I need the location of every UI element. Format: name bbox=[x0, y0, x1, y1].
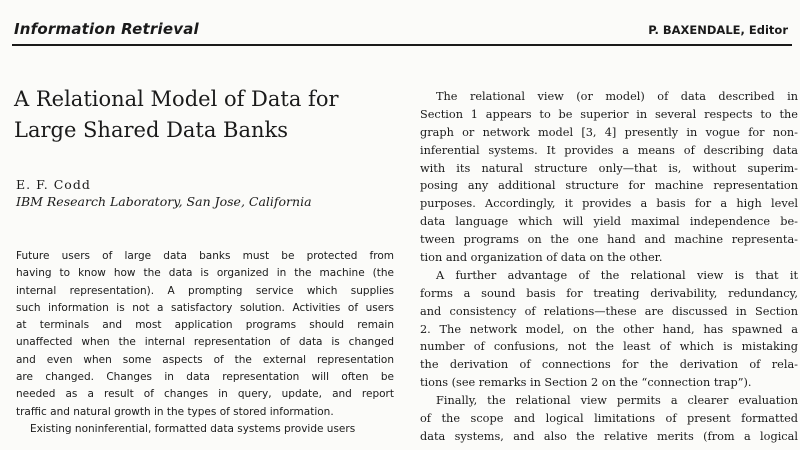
body-line: the derivation of connections for the derivation of rela- bbox=[420, 358, 798, 372]
section-heading: Information Retrieval bbox=[14, 20, 199, 38]
body-line: data language which will yield maximal independence be- bbox=[420, 215, 798, 229]
body-line: of the scope and logical limitations of present formatted bbox=[420, 412, 798, 426]
abstract-line: unaffected when the internal representation of data is changed bbox=[16, 336, 394, 349]
abstract-line: such information is not a satisfactory solution. Activities of users bbox=[16, 301, 394, 314]
abstract-line: needed as a result of changes in query, update, and report bbox=[16, 388, 394, 401]
body-line: Finally, the relational view permits a clearer evaluation bbox=[436, 394, 798, 408]
body-line: with its natural structure only—that is, without superim- bbox=[420, 161, 798, 175]
author-name: E. F. Codd bbox=[16, 177, 91, 192]
body-line: inferential systems. It provides a means of describing data bbox=[420, 143, 798, 157]
body-line: purposes. Accordingly, it provides a basis for a high level bbox=[420, 197, 798, 211]
abstract bbox=[16, 248, 394, 438]
body-line: tween programs on the one hand and machine representa- bbox=[420, 233, 798, 247]
body-line: tions (see remarks in Section 2 on the “connection trap”). bbox=[420, 376, 752, 390]
body-line: A further advantage of the relational view is that it bbox=[436, 268, 798, 282]
abstract-line: Future users of large data banks must be protected from bbox=[16, 250, 394, 262]
author-affiliation: IBM Research Laboratory, San Jose, California bbox=[16, 194, 312, 209]
body-line: forms a sound basis for treating derivability, redundancy, bbox=[420, 286, 798, 300]
body-line: graph or network model [3, 4] presently in vogue for non- bbox=[420, 125, 798, 139]
abstract-line: traffic and natural growth in the types of stored information. bbox=[16, 405, 334, 418]
body-column bbox=[420, 88, 798, 446]
body-line: number of confusions, not the least of which is mistaking bbox=[420, 340, 798, 354]
header-rule bbox=[12, 44, 792, 46]
body-line: and consistency of relations—these are discussed in Section bbox=[420, 304, 798, 318]
title-line: A Relational Model of Data for bbox=[14, 87, 339, 111]
body-line: posing any additional structure for machine representation bbox=[420, 179, 798, 193]
abstract-line: at terminals and most application programs should remain bbox=[16, 319, 394, 332]
paper-title bbox=[14, 84, 404, 146]
abstract-line: having to know how the data is organized in the machine (the bbox=[16, 267, 394, 280]
body-line: The relational view (or model) of data described in bbox=[436, 90, 798, 103]
body-line: tion and organization of data on the other. bbox=[420, 251, 663, 265]
abstract-line: are changed. Changes in data representation will often be bbox=[16, 371, 394, 384]
body-line: Section 1 appears to be superior in several respects to the bbox=[420, 107, 798, 121]
body-line: data systems, and also the relative merits (from a logical bbox=[420, 429, 798, 443]
abstract-line: and even when some aspects of the external representation bbox=[16, 353, 394, 366]
body-line: 2. The network model, on the other hand, has spawned a bbox=[420, 322, 798, 336]
abstract-line: internal representation). A prompting service which supplies bbox=[16, 284, 394, 297]
abstract-line: Existing noninferential, formatted data systems provide users bbox=[30, 422, 356, 435]
title-line: Large Shared Data Banks bbox=[14, 118, 289, 142]
editor-credit: P. BAXENDALE, Editor bbox=[648, 23, 788, 37]
